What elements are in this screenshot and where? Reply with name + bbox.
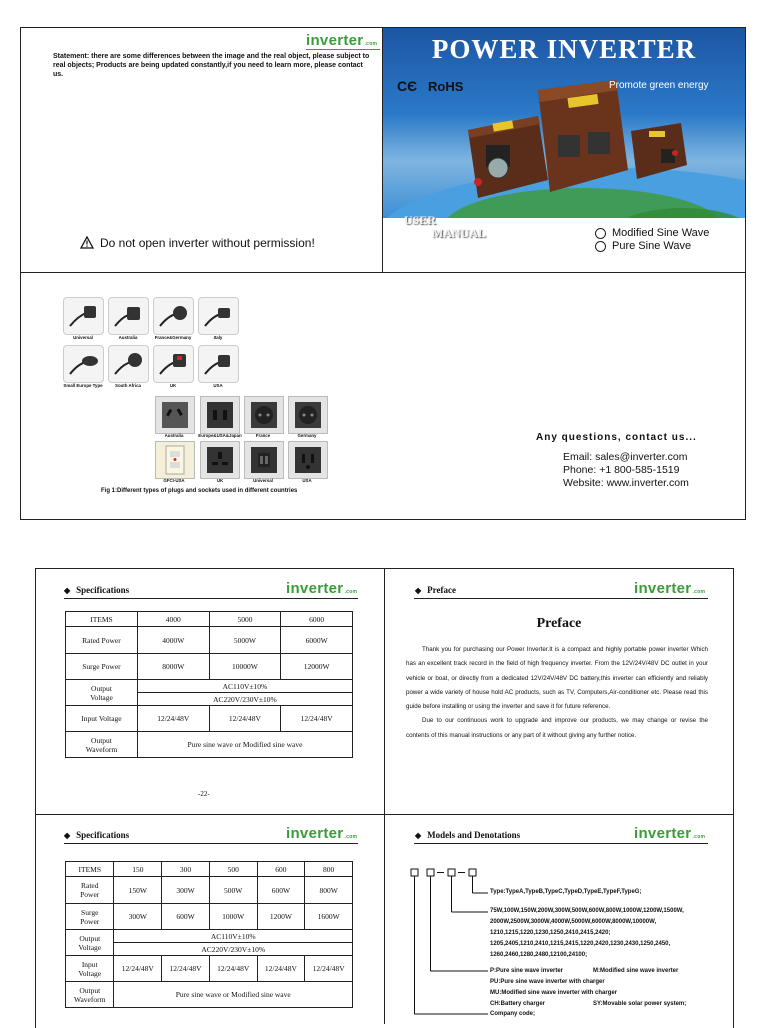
kind-denotation: SY:Movable solar power system; bbox=[593, 1001, 687, 1007]
logo-underline bbox=[306, 49, 380, 50]
cell: Pure sine wave or Modified sine wave bbox=[137, 732, 352, 758]
kind-denotation: CH:Battery charger bbox=[490, 1001, 546, 1007]
socket-image bbox=[200, 441, 240, 479]
cell: 6000W bbox=[281, 627, 353, 654]
cell: 4000W bbox=[137, 627, 209, 654]
power-denotation: 75W,100W,150W,200W,300W,500W,600W,800W,1000W,1200W,1500W, bbox=[490, 908, 684, 914]
model-col: 150 bbox=[114, 862, 162, 877]
spread-h-divider bbox=[20, 272, 746, 273]
plug-label: South Africa bbox=[115, 383, 141, 388]
row-label: Output Waveform bbox=[66, 982, 114, 1008]
plug-image bbox=[198, 345, 239, 383]
kind-denotation: MU:Modified sine wave inverter with charger bbox=[490, 990, 618, 996]
logo-underline bbox=[64, 598, 358, 599]
warning-line bbox=[80, 236, 315, 252]
row-label: Surge Power bbox=[66, 904, 114, 930]
model-col: 300 bbox=[162, 862, 210, 877]
row-label: Output Voltage bbox=[66, 930, 114, 956]
socket-image bbox=[155, 441, 195, 479]
contact-phone[interactable]: Phone: +1 800-585-1519 bbox=[563, 464, 680, 476]
user-manual-stamp bbox=[404, 213, 486, 241]
socket-label: UK bbox=[216, 478, 224, 483]
plug-image bbox=[63, 297, 104, 335]
type-denotation: Type:TypeA,TypeB,TypeC,TypeD,TypeE,TypeF,TypeG; bbox=[490, 889, 642, 895]
cell: 300W bbox=[114, 904, 162, 930]
cell: 12/24/48V bbox=[137, 706, 209, 732]
option-label: Modified Sine Wave bbox=[612, 227, 710, 239]
cell: AC110V±10% bbox=[114, 930, 353, 943]
plug-label: Italy bbox=[213, 335, 223, 340]
logo-underline bbox=[414, 598, 708, 599]
socket-label: GFCI-USA bbox=[163, 478, 185, 483]
plug-label: France&Germany bbox=[154, 335, 192, 340]
plug-label: UK bbox=[169, 383, 177, 388]
preface-body bbox=[406, 643, 708, 743]
row-label: Output Voltage bbox=[66, 680, 138, 706]
socket-label: France bbox=[255, 433, 271, 438]
model-col: 4000 bbox=[137, 612, 209, 627]
kind-denotation: P:Pure sine wave inverter bbox=[490, 968, 564, 974]
kind-denotation: PU:Pure sine wave inverter with charger bbox=[490, 979, 605, 985]
user-manual-top: USER bbox=[404, 213, 437, 227]
option-label: Pure Sine Wave bbox=[612, 240, 692, 252]
diamond-bullet-icon: ◆ bbox=[64, 586, 71, 595]
plug-image bbox=[153, 297, 194, 335]
row-label: Output Waveform bbox=[66, 732, 138, 758]
cell: 12/24/48V bbox=[305, 956, 353, 982]
logo-underline bbox=[64, 843, 358, 844]
radio-circle-icon bbox=[595, 228, 606, 239]
plug-label: USA bbox=[213, 383, 223, 388]
socket-image bbox=[288, 396, 328, 434]
cell: 800W bbox=[305, 877, 353, 904]
radio-circle-icon bbox=[595, 241, 606, 252]
power-denotation: 1210,1215,1220,1230,1250,2410,2415,2420; bbox=[490, 930, 611, 936]
socket-image bbox=[244, 441, 284, 479]
page-number: -22- bbox=[198, 790, 210, 798]
plug-label: Small Europe Type bbox=[63, 383, 103, 388]
cell: 500W bbox=[209, 877, 257, 904]
row-label: Input Voltage bbox=[66, 956, 114, 982]
diamond-bullet-icon: ◆ bbox=[64, 831, 71, 840]
cell: AC110V±10% bbox=[137, 680, 352, 693]
cover-title: POWER INVERTER bbox=[431, 34, 697, 64]
cell: 600W bbox=[257, 877, 305, 904]
logo-underline bbox=[414, 843, 708, 844]
statement-text: Statement: there are some differences between the image and the real object, please subject to real objects; Products are being updated constantly,if you need to learn more, please contact us. bbox=[53, 53, 370, 78]
contact-heading: Any questions, contact us... bbox=[536, 432, 697, 443]
contact-email[interactable]: Email: sales@inverter.com bbox=[563, 451, 688, 463]
brand-logo: inverter.com bbox=[306, 32, 378, 49]
row-label: Rated Power bbox=[66, 627, 138, 654]
preface-paragraph: Due to our continuous work to upgrade and improve our products, we may change or revise the contents of this manual instructions or any part of it without giving any further notice. bbox=[406, 717, 708, 739]
spec2-title: ◆ Specifications bbox=[64, 830, 130, 840]
socket-label: Universal bbox=[253, 478, 273, 483]
plug-label: Universal bbox=[73, 335, 93, 340]
socket-image bbox=[288, 441, 328, 479]
model-col: 500 bbox=[209, 862, 257, 877]
plug-image bbox=[108, 297, 149, 335]
rohs-label: RoHS bbox=[428, 79, 464, 94]
figure-caption: Fig 1:Different types of plugs and sockets used in different countries bbox=[101, 488, 298, 494]
cell: AC220V/230V±10% bbox=[114, 943, 353, 956]
warning-icon bbox=[80, 236, 94, 252]
brand-logo: inverter.com bbox=[286, 580, 358, 597]
user-manual-bottom: MANUAL bbox=[432, 226, 486, 240]
cover-tagline: Promote green energy bbox=[609, 80, 709, 91]
warning-text: Do not open inverter without permission! bbox=[100, 236, 315, 250]
cell: 12/24/48V bbox=[114, 956, 162, 982]
socket-image bbox=[200, 396, 240, 434]
cell: 10000W bbox=[209, 654, 281, 680]
cell: 12/24/48V bbox=[209, 956, 257, 982]
brand-logo: inverter.com bbox=[634, 825, 706, 842]
row-label: Rated Power bbox=[66, 877, 114, 904]
row-label: Input Voltage bbox=[66, 706, 138, 732]
plug-image bbox=[153, 345, 194, 383]
cell: 12/24/48V bbox=[162, 956, 210, 982]
plug-label: Australia bbox=[118, 335, 138, 340]
model-col: 800 bbox=[305, 862, 353, 877]
power-denotation: 2000W,2500W,3000W,4000W,5000W,6000W,8000W,10000W, bbox=[490, 919, 657, 925]
diamond-bullet-icon: ◆ bbox=[415, 586, 422, 595]
brand-logo: inverter.com bbox=[634, 580, 706, 597]
socket-label: USA bbox=[302, 478, 312, 483]
items-header: ITEMS bbox=[66, 862, 114, 877]
cell: 12/24/48V bbox=[257, 956, 305, 982]
spec1-title: ◆ Specifications bbox=[64, 585, 130, 595]
row-label: Surge Power bbox=[66, 654, 138, 680]
cell: 12/24/48V bbox=[281, 706, 353, 732]
spec2-table bbox=[65, 861, 353, 1008]
ce-mark: CЄ bbox=[397, 78, 418, 94]
preface-paragraph: Thank you for purchasing our Power Inverter.It is a compact and highly portable power inverter Which has an excellent track record in the field of high frequency inverter. From the 12V/24V/48V DC outlet in your vehicle or boat, or directly from a dedicated 12V/24V/48V DC battery,this inverter can efficiently and reliably power a wide variety of house hold AC products, such as TV, Computers,Air-conditioner etc. Please read this guide before installing or using the inverter and save it for future reference. bbox=[406, 646, 708, 711]
socket-image bbox=[244, 396, 284, 434]
cell: 600W bbox=[162, 904, 210, 930]
socket-image bbox=[155, 396, 195, 434]
model-col: 6000 bbox=[281, 612, 353, 627]
preface-header: ◆ Preface bbox=[415, 585, 456, 595]
models-title: ◆ Models and Denotations bbox=[415, 830, 521, 840]
contact-website[interactable]: Website: www.inverter.com bbox=[563, 477, 689, 489]
items-header: ITEMS bbox=[66, 612, 138, 627]
bottom-v-divider bbox=[384, 568, 385, 1024]
socket-label: Europe&USA&Japan bbox=[198, 433, 242, 438]
plug-image bbox=[108, 345, 149, 383]
spec1-table bbox=[65, 611, 353, 758]
socket-label: Germany bbox=[297, 433, 317, 438]
socket-label: Australia bbox=[164, 433, 184, 438]
plug-image bbox=[198, 297, 239, 335]
model-col: 600 bbox=[257, 862, 305, 877]
cell: Pure sine wave or Modified sine wave bbox=[114, 982, 353, 1008]
cell: 1200W bbox=[257, 904, 305, 930]
preface-title: Preface bbox=[536, 616, 582, 631]
kind-denotation: M:Modified sine wave inverter bbox=[593, 968, 679, 974]
power-denotation: 1205,2405,1210,2410,1215,2415,1220,2420,1230,2430,1250,2450, bbox=[490, 941, 671, 947]
cell: AC220V/230V±10% bbox=[137, 693, 352, 706]
cell: 12000W bbox=[281, 654, 353, 680]
company-denotation: Company code; bbox=[490, 1011, 536, 1017]
cell: 12/24/48V bbox=[209, 706, 281, 732]
brand-logo: inverter.com bbox=[286, 825, 358, 842]
cell: 8000W bbox=[137, 654, 209, 680]
wave-option-modified[interactable] bbox=[595, 227, 709, 239]
cell: 5000W bbox=[209, 627, 281, 654]
cell: 300W bbox=[162, 877, 210, 904]
wave-option-pure[interactable] bbox=[595, 240, 691, 252]
diamond-bullet-icon: ◆ bbox=[415, 831, 422, 840]
power-denotation: 1260,2460,1280,2480,12100,24100; bbox=[490, 952, 588, 958]
cell: 1600W bbox=[305, 904, 353, 930]
cell: 1000W bbox=[209, 904, 257, 930]
bottom-h-divider bbox=[35, 814, 734, 815]
cell: 150W bbox=[114, 877, 162, 904]
model-col: 5000 bbox=[209, 612, 281, 627]
plug-image bbox=[63, 345, 104, 383]
